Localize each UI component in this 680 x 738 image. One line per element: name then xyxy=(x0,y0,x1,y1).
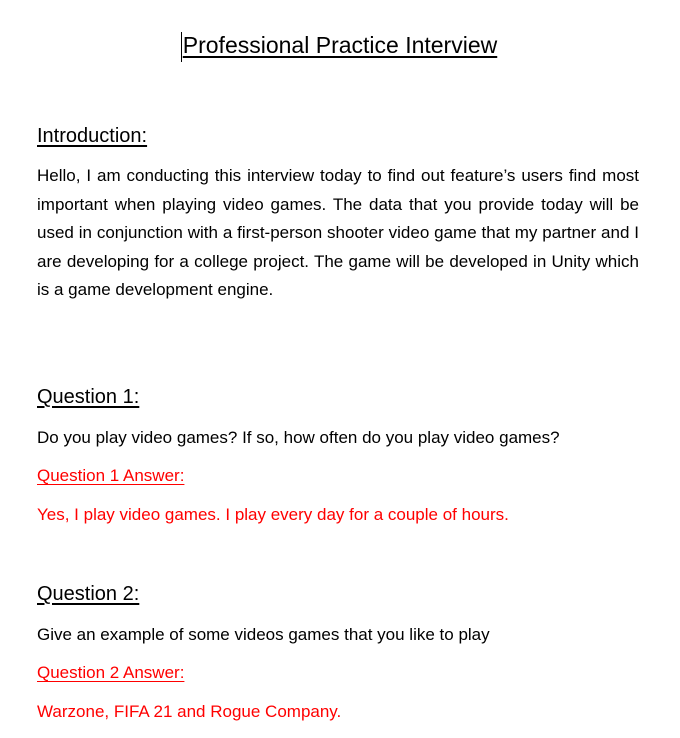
question-1-answer: Yes, I play video games. I play every day for a couple of hours. xyxy=(37,505,509,524)
text-cursor xyxy=(181,32,182,62)
question-2-text: Give an example of some videos games that you like to play xyxy=(37,625,490,644)
introduction-heading: Introduction: xyxy=(37,125,148,147)
document-title-text: Professional Practice Interview xyxy=(182,32,498,58)
question-1-heading: Question 1: xyxy=(37,386,140,408)
question-2-heading: Question 2: xyxy=(37,583,140,605)
question-2-answer-label: Question 2 Answer: xyxy=(37,663,185,682)
question-1-text: Do you play video games? If so, how often do you play video games? xyxy=(37,428,560,447)
document-title xyxy=(183,30,497,60)
title-container xyxy=(0,30,680,60)
question-1-answer-label: Question 1 Answer: xyxy=(37,466,185,485)
question-2-answer: Warzone, FIFA 21 and Rogue Company. xyxy=(37,702,342,721)
introduction-body: Hello, I am conducting this interview today to find out feature’s users find most important when playing video games. The data that you provide today will be used in conjunction with a first-person shooter video game that my partner and I are developing for a college project. The game will be developed in Unity which is a game development engine. xyxy=(37,166,639,299)
